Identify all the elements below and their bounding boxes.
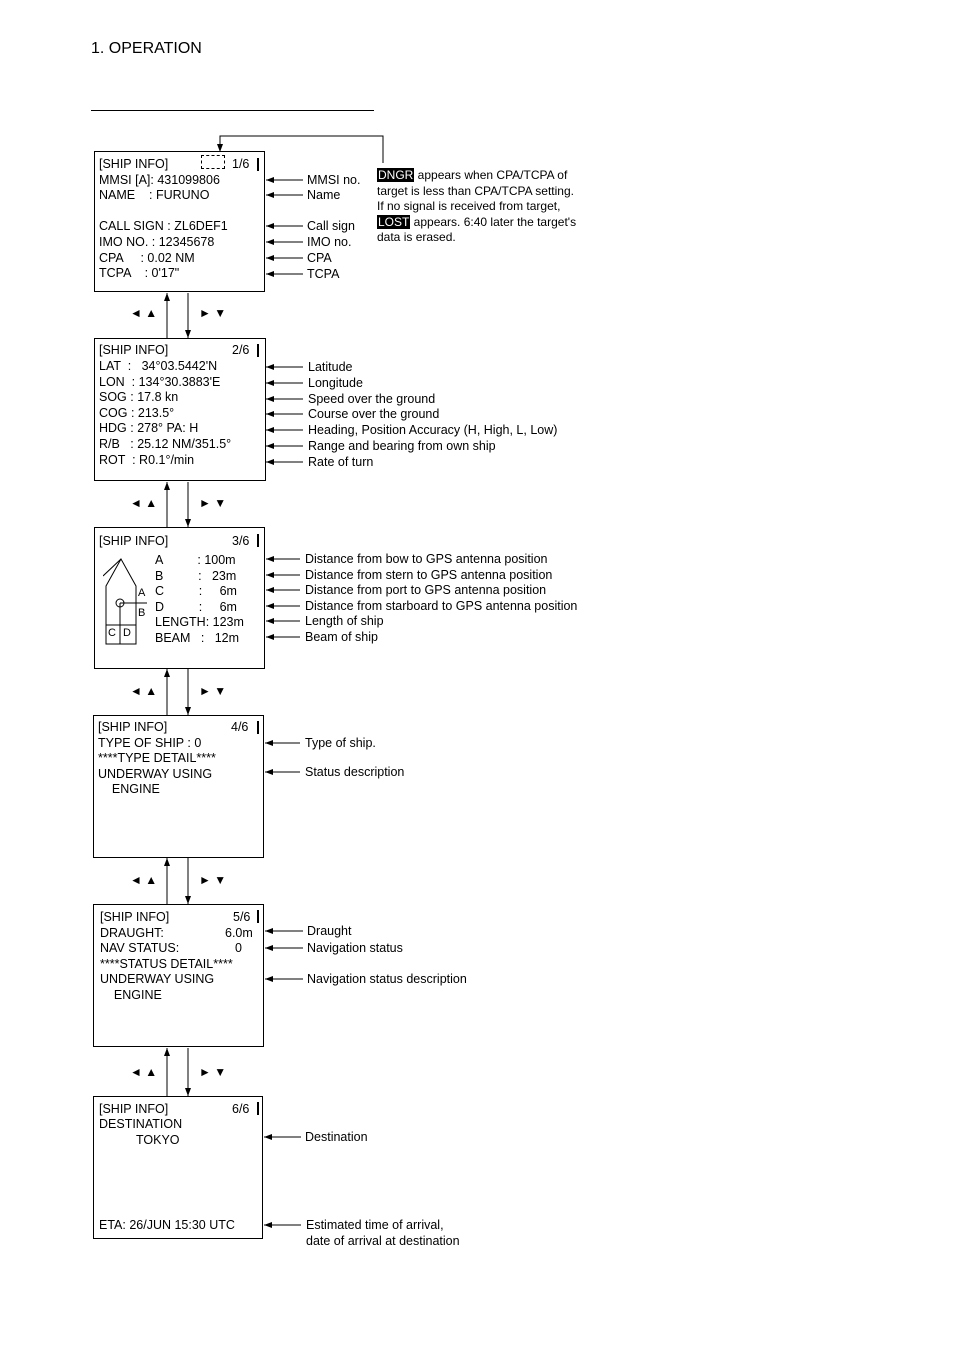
hdg-value: HDG : 278° PA: H <box>99 421 199 435</box>
scroll-marker <box>257 910 259 923</box>
dngr-note-text-1: appears when CPA/TCPA of target is less than CPA/TCPA setting. If no signal is received from target, <box>377 168 574 214</box>
nav-status-line-2: ENGINE <box>100 988 162 1002</box>
cpa-value: CPA : 0.02 NM <box>99 251 195 265</box>
dngr-note <box>377 168 577 246</box>
label-dist-port: Distance from port to GPS antenna position <box>305 583 547 597</box>
lost-badge: LOST <box>378 214 410 229</box>
lon-value: LON : 134°30.3883'E <box>99 375 221 389</box>
beam-value: BEAM : 12m <box>155 631 240 645</box>
nav-keys-left-1: ◄ ▲ <box>130 306 158 320</box>
label-rot: Rate of turn <box>308 455 374 469</box>
status-line-1: UNDERWAY USING <box>98 767 213 781</box>
tcpa-value: TCPA : 0'17" <box>99 266 180 280</box>
nav-keys-left-4: ◄ ▲ <box>130 873 158 887</box>
ship-info-screen-4 <box>93 715 264 858</box>
label-dist-bow: Distance from bow to GPS antenna position <box>305 552 548 566</box>
dngr-note-text-2: appears. 6:40 later the target's data is erased. <box>377 214 577 245</box>
screen-title: [SHIP INFO] <box>99 343 169 357</box>
label-dist-stern: Distance from stern to GPS antenna position <box>305 568 553 582</box>
ship-info-screen-6 <box>93 1096 263 1239</box>
nav-keys-right-1: ► ▼ <box>199 306 227 320</box>
ship-info-screen-5 <box>93 904 264 1047</box>
destination-value: TOKYO <box>136 1133 180 1147</box>
destination-label: DESTINATION <box>99 1117 183 1131</box>
label-eta: Estimated time of arrival, <box>306 1218 444 1232</box>
nav-keys-left-2: ◄ ▲ <box>130 496 158 510</box>
label-navigation-status: Navigation status <box>307 941 403 955</box>
label-cog: Course over the ground <box>308 407 440 421</box>
label-heading: Heading, Position Accuracy (H, High, L, Low) <box>308 423 558 437</box>
dngr-badge: DNGR <box>378 168 414 182</box>
nav-keys-right-4: ► ▼ <box>199 873 227 887</box>
dim-c-value: C : 6m <box>155 584 237 598</box>
label-draught: Draught <box>307 924 352 938</box>
eta-value: ETA: 26/JUN 15:30 UTC <box>99 1218 235 1232</box>
ship-info-screen-3 <box>94 527 265 669</box>
screen-title: [SHIP INFO] <box>99 534 169 548</box>
nav-keys-left-3: ◄ ▲ <box>130 684 158 698</box>
scroll-marker <box>257 721 259 734</box>
screen-title: [SHIP INFO] <box>100 910 170 924</box>
label-imo: IMO no. <box>307 235 352 249</box>
label-destination: Destination <box>305 1130 368 1144</box>
nav-status-label: NAV STATUS: <box>100 941 180 955</box>
draught-value: 6.0m <box>225 926 253 940</box>
section-header: 1. OPERATION <box>91 40 202 57</box>
label-type-of-ship: Type of ship. <box>305 736 376 750</box>
diagram-letter-b: B <box>138 607 146 619</box>
type-detail-header: ****TYPE DETAIL**** <box>98 751 216 765</box>
label-call-sign: Call sign <box>307 219 355 233</box>
call-sign-value: CALL SIGN : ZL6DEF1 <box>99 219 228 233</box>
scroll-marker <box>257 534 259 547</box>
label-range-bearing: Range and bearing from own ship <box>308 439 496 453</box>
screen-title: [SHIP INFO] <box>99 157 169 171</box>
status-detail-header: ****STATUS DETAIL**** <box>100 957 233 971</box>
imo-value: IMO NO. : 12345678 <box>99 235 215 249</box>
page-indicator: 3/6 <box>232 534 250 548</box>
dim-a-value: A : 100m <box>155 553 236 567</box>
page-indicator: 5/6 <box>233 910 251 924</box>
dim-d-value: D : 6m <box>155 600 237 614</box>
nav-keys-right-2: ► ▼ <box>199 496 227 510</box>
label-beam: Beam of ship <box>305 630 378 644</box>
nav-status-line-1: UNDERWAY USING <box>100 972 215 986</box>
diagram-letter-c: C <box>108 627 116 639</box>
nav-keys-left-5: ◄ ▲ <box>130 1065 158 1079</box>
screen-title: [SHIP INFO] <box>99 1102 169 1116</box>
draught-label: DRAUGHT: <box>100 926 164 940</box>
label-dist-starboard: Distance from starboard to GPS antenna position <box>305 599 578 613</box>
label-length: Length of ship <box>305 614 384 628</box>
mmsi-value: MMSI [A]: 431099806 <box>99 173 220 187</box>
status-line-2: ENGINE <box>98 782 160 796</box>
name-value: NAME : FURUNO <box>99 188 210 202</box>
label-cpa: CPA <box>307 251 332 265</box>
nav-keys-right-5: ► ▼ <box>199 1065 227 1079</box>
label-latitude: Latitude <box>308 360 353 374</box>
label-name: Name <box>307 188 341 202</box>
lat-value: LAT : 34°03.5442'N <box>99 359 218 373</box>
label-eta-date: date of arrival at destination <box>306 1234 460 1248</box>
length-value: LENGTH: 123m <box>155 615 244 629</box>
dngr-placeholder <box>201 155 225 169</box>
ship-info-screen-2 <box>94 338 266 481</box>
rb-value: R/B : 25.12 NM/351.5° <box>99 437 232 451</box>
label-longitude: Longitude <box>308 376 363 390</box>
page-indicator: 1/6 <box>232 157 250 171</box>
label-nav-status-description: Navigation status description <box>307 972 467 986</box>
nav-keys-right-3: ► ▼ <box>199 684 227 698</box>
diagram-letter-d: D <box>123 627 131 639</box>
page-indicator: 6/6 <box>232 1102 250 1116</box>
diagram-letter-a: A <box>138 587 146 599</box>
label-status-description: Status description <box>305 765 405 779</box>
page-indicator: 2/6 <box>232 343 250 357</box>
label-sog: Speed over the ground <box>308 392 436 406</box>
dim-b-value: B : 23m <box>155 569 237 583</box>
screen-title: [SHIP INFO] <box>98 720 168 734</box>
nav-status-value: 0 <box>235 941 242 955</box>
scroll-marker <box>257 1102 259 1115</box>
scroll-marker <box>257 158 259 171</box>
type-of-ship-value: TYPE OF SHIP : 0 <box>98 736 202 750</box>
label-mmsi: MMSI no. <box>307 173 361 187</box>
scroll-marker <box>257 344 259 357</box>
page-indicator: 4/6 <box>231 720 249 734</box>
cog-value: COG : 213.5° <box>99 406 175 420</box>
label-tcpa: TCPA <box>307 267 340 281</box>
sog-value: SOG : 17.8 kn <box>99 390 179 404</box>
ship-info-screen-1 <box>94 151 265 292</box>
rot-value: ROT : R0.1°/min <box>99 453 195 467</box>
